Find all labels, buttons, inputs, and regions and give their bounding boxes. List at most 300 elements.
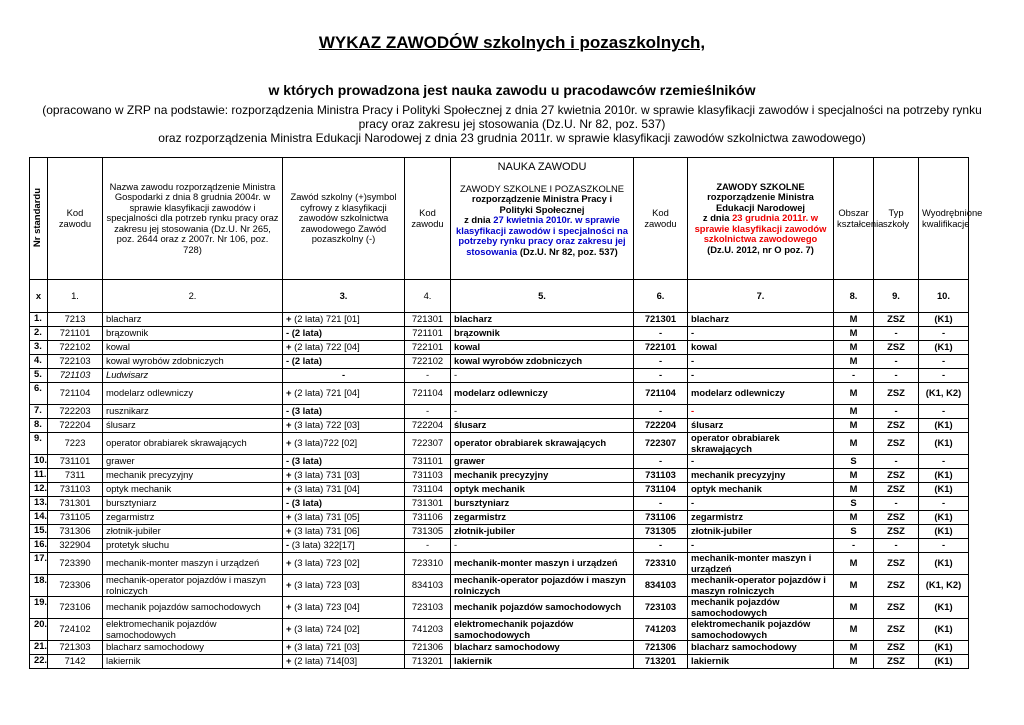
row-zawod-szkolny-men: mechanik-monter maszyn i urządzeń (688, 553, 834, 575)
row-zawod-szkolny (283, 575, 405, 597)
row-zawod-szkolny-pozaszkolny: grawer (451, 455, 634, 469)
row-nazwa-zawodu: optyk mechanik (103, 483, 283, 497)
row-obszar: M (834, 641, 874, 655)
row-typ-szkoly: - (874, 539, 919, 553)
row-obszar: M (834, 419, 874, 433)
header-nr-standardu-text: Nr standardu (32, 187, 44, 247)
row-zawod-szkolny (283, 553, 405, 575)
row-zawod-okres: (3 lata) 721 [03] (291, 641, 360, 653)
row-kod-zawodu-3: 741203 (634, 619, 688, 641)
row-typ-szkoly: - (874, 369, 919, 383)
row-kod-zawodu-2: 713201 (405, 655, 451, 669)
row-zawod-szkolny (283, 469, 405, 483)
row-zawod-symbol: - (286, 497, 290, 509)
row-zawod-okres: (3 lata) (289, 405, 322, 417)
row-zawod-szkolny-men: optyk mechanik (688, 483, 834, 497)
row-typ-szkoly: - (874, 405, 919, 419)
row-kod-zawodu-2: - (405, 405, 451, 419)
row-kwalifikacje: (K1) (919, 597, 969, 619)
row-zawod-symbol: + (286, 623, 292, 635)
row-typ-szkoly: - (874, 497, 919, 511)
row-kod-zawodu-3: 834103 (634, 575, 688, 597)
header-zawod-szkolny: Zawód szkolny (+)symbol cyfrowy z klasyfikacji zawodów szkolnictwa zawodowego Zawód pozaszkolny (-) (283, 158, 405, 280)
row-zawod-szkolny-pozaszkolny: kowal wyrobów zdobniczych (451, 355, 634, 369)
row-zawod-okres: (2 lata) (289, 355, 322, 367)
table-row (30, 469, 969, 483)
row-kod-zawodu-2: 722204 (405, 419, 451, 433)
row-zawod-szkolny (283, 641, 405, 655)
row-kod-zawodu-2: 741203 (405, 619, 451, 641)
col-num-6: 6. (634, 280, 688, 313)
intro-line-1: (opracowano w ZRP na podstawie: rozporządzenia Ministra Pracy i Polityki Społecznej z dnia 27 kwietnia 2010r. w sprawie klasyfikacji zawodów i specjalności na potrzeby rynku pracy oraz zakresu jej stosowania (Dz.U. Nr 82, poz. 537) (42, 103, 982, 131)
row-kwalifikacje: (K1) (919, 341, 969, 355)
row-zawod-okres: (3 lata) 731 [05] (291, 511, 360, 523)
row-zawod-szkolny (283, 525, 405, 539)
row-zawod-szkolny-pozaszkolny: - (451, 539, 634, 553)
row-kod-zawodu: 721104 (48, 383, 103, 405)
row-nr: 22. (30, 655, 48, 669)
row-zawod-symbol: + (286, 579, 292, 591)
row-kod-zawodu-2: 723103 (405, 597, 451, 619)
table-row (30, 539, 969, 553)
row-obszar: - (834, 539, 874, 553)
row-zawod-symbol: - (286, 355, 290, 367)
row-nazwa-zawodu: mechanik-monter maszyn i urządzeń (103, 553, 283, 575)
header-zsk-line-c: 23 grudnia 2011r. w sprawie klasyfikacji zawodów szkolnictwa zawodowego (694, 212, 827, 245)
row-zawod-szkolny-pozaszkolny: modelarz odlewniczy (451, 383, 634, 405)
table-row (30, 355, 969, 369)
row-typ-szkoly: ZSZ (874, 419, 919, 433)
row-obszar: M (834, 313, 874, 327)
row-kod-zawodu-2: 722101 (405, 341, 451, 355)
row-zawod-szkolny-men: mechanik pojazdów samochodowych (688, 597, 834, 619)
row-obszar: M (834, 655, 874, 669)
row-nazwa-zawodu: protetyk słuchu (103, 539, 283, 553)
row-zawod-szkolny (283, 419, 405, 433)
row-nr: 5. (30, 369, 48, 383)
row-zawod-szkolny-pozaszkolny: mechanik precyzyjny (451, 469, 634, 483)
row-nr: 16. (30, 539, 48, 553)
row-nazwa-zawodu: kowal (103, 341, 283, 355)
row-zawod-szkolny-pozaszkolny: elektromechanik pojazdów samochodowych (451, 619, 634, 641)
row-kwalifikacje: (K1, K2) (919, 383, 969, 405)
row-zawod-symbol: + (286, 419, 292, 431)
row-kod-zawodu: 723106 (48, 597, 103, 619)
row-zawod-szkolny-pozaszkolny: blacharz samochodowy (451, 641, 634, 655)
row-zawod-okres: (3 lata) (289, 497, 322, 509)
row-zawod-szkolny (283, 355, 405, 369)
row-typ-szkoly: ZSZ (874, 525, 919, 539)
col-num-4: 4. (405, 280, 451, 313)
row-typ-szkoly: ZSZ (874, 575, 919, 597)
document-subtitle: w których prowadzona jest nauka zawodu u pracodawców rzemieślników (268, 82, 756, 98)
row-kod-zawodu: 7311 (48, 469, 103, 483)
row-kod-zawodu: 731306 (48, 525, 103, 539)
table-row (30, 575, 969, 597)
row-zawod-szkolny-men: zegarmistrz (688, 511, 834, 525)
table-row (30, 455, 969, 469)
row-zawod-symbol: + (286, 525, 292, 537)
header-kod-zawodu: Kod zawodu (48, 158, 103, 280)
row-zawod-szkolny (283, 497, 405, 511)
row-zawod-symbol: - (286, 327, 290, 339)
row-zawod-szkolny-pozaszkolny: mechanik-monter maszyn i urządzeń (451, 553, 634, 575)
row-zawod-symbol: + (286, 655, 292, 667)
row-kwalifikacje: (K1, K2) (919, 575, 969, 597)
row-zawod-szkolny-men: - (688, 539, 834, 553)
row-kwalifikacje: - (919, 405, 969, 419)
row-kwalifikacje: (K1) (919, 419, 969, 433)
row-nr: 3. (30, 341, 48, 355)
row-kod-zawodu-2: 731106 (405, 511, 451, 525)
row-typ-szkoly: ZSZ (874, 511, 919, 525)
row-typ-szkoly: - (874, 327, 919, 341)
row-kwalifikacje: (K1) (919, 313, 969, 327)
row-zawod-szkolny-men: - (688, 455, 834, 469)
row-obszar: - (834, 369, 874, 383)
row-zawod-okres: (3 lata) 724 [02] (291, 623, 360, 635)
table-row (30, 553, 969, 575)
row-zawod-symbol: + (286, 557, 292, 569)
row-zawod-szkolny-pozaszkolny: operator obrabiarek skrawających (451, 433, 634, 455)
row-kod-zawodu: 721101 (48, 327, 103, 341)
row-nazwa-zawodu: Ludwisarz (103, 369, 283, 383)
row-zawod-symbol: + (286, 341, 292, 353)
header-zs-line-c (454, 215, 630, 257)
row-kod-zawodu: 724102 (48, 619, 103, 641)
row-zawod-szkolny-men: elektromechanik pojazdów samochodowych (688, 619, 834, 641)
row-kod-zawodu-2: 722102 (405, 355, 451, 369)
row-kod-zawodu-3: 723103 (634, 597, 688, 619)
row-zawod-szkolny-men: - (688, 369, 834, 383)
row-zawod-szkolny (283, 327, 405, 341)
table-body (30, 158, 983, 669)
row-kod-zawodu-3: 722101 (634, 341, 688, 355)
table-row (30, 511, 969, 525)
header-zsk-line-a: ZAWODY SZKOLNE rozporządzenie Ministra Edukacji Narodowej (707, 180, 814, 213)
row-obszar: M (834, 405, 874, 419)
row-obszar: M (834, 553, 874, 575)
occupations-table (29, 157, 983, 669)
row-zawod-okres: (3 lata) 723 [04] (291, 601, 360, 613)
row-kod-zawodu: 731301 (48, 497, 103, 511)
col-num-9: 9. (874, 280, 919, 313)
row-nr: 12. (30, 483, 48, 497)
row-zawod-symbol: + (286, 601, 292, 613)
row-obszar: M (834, 383, 874, 405)
row-typ-szkoly: ZSZ (874, 483, 919, 497)
col-num-2: 2. (103, 280, 283, 313)
header-zs-line-a: ZAWODY SZKOLNE I POZASZKOLNE (459, 182, 625, 194)
row-nazwa-zawodu: operator obrabiarek skrawających (103, 433, 283, 455)
row-zawod-symbol: + (286, 511, 292, 523)
row-kod-zawodu: 723390 (48, 553, 103, 575)
row-nr: 9. (30, 433, 48, 455)
header-typ-szkoly: Typ szkoły (874, 158, 919, 280)
row-kwalifikacje: (K1) (919, 483, 969, 497)
row-obszar: M (834, 469, 874, 483)
header-obszar: Obszar kształcenia (834, 158, 874, 280)
row-zawod-okres: (3 lata) 731 [06] (291, 525, 360, 537)
row-nr: 19. (30, 597, 48, 619)
table-row (30, 497, 969, 511)
row-kod-zawodu-3: 721104 (634, 383, 688, 405)
row-zawod-szkolny-pozaszkolny: optyk mechanik (451, 483, 634, 497)
row-kod-zawodu: 7223 (48, 433, 103, 455)
row-zawod-szkolny-men: lakiernik (688, 655, 834, 669)
row-zawod-szkolny-men: mechanik-operator pojazdów i maszyn rolniczych (688, 575, 834, 597)
row-zawod-szkolny-men: modelarz odlewniczy (688, 383, 834, 405)
row-zawod-szkolny-men: blacharz samochodowy (688, 641, 834, 655)
row-zawod-symbol: - (286, 539, 290, 551)
row-kod-zawodu-2: 721306 (405, 641, 451, 655)
row-obszar: M (834, 341, 874, 355)
row-kod-zawodu-3: 722204 (634, 419, 688, 433)
row-kod-zawodu-2: 731305 (405, 525, 451, 539)
row-nazwa-zawodu: elektromechanik pojazdów samochodowych (103, 619, 283, 641)
table-row (30, 655, 969, 669)
row-obszar: M (834, 597, 874, 619)
row-kod-zawodu-3: 721301 (634, 313, 688, 327)
row-zawod-symbol: + (286, 313, 292, 325)
row-zawod-szkolny-men: kowal (688, 341, 834, 355)
row-typ-szkoly: ZSZ (874, 313, 919, 327)
row-kod-zawodu-3: - (634, 455, 688, 469)
row-zawod-szkolny (283, 383, 405, 405)
row-zawod-szkolny-pozaszkolny: mechanik-operator pojazdów i maszyn rolniczych (451, 575, 634, 597)
row-kwalifikacje: - (919, 539, 969, 553)
table-row (30, 369, 969, 383)
row-zawod-okres: (3 lata) 723 [03] (291, 579, 360, 591)
row-kod-zawodu: 722203 (48, 405, 103, 419)
row-zawod-szkolny-pozaszkolny: lakiernik (451, 655, 634, 669)
col-num-5: 5. (451, 280, 634, 313)
row-nazwa-zawodu: zegarmistrz (103, 511, 283, 525)
row-kod-zawodu-2: 722307 (405, 433, 451, 455)
row-kwalifikacje: (K1) (919, 655, 969, 669)
row-kwalifikacje: (K1) (919, 433, 969, 455)
row-kwalifikacje: (K1) (919, 619, 969, 641)
header-kod-zawodu-3: Kod zawodu (634, 158, 688, 280)
row-zawod-okres: (3 lata) 731 [04] (291, 483, 360, 495)
row-zawod-okres: (3 lata) 723 [02] (291, 557, 360, 569)
row-zawod-symbol: + (286, 469, 292, 481)
col-num-7: 7. (688, 280, 834, 313)
table-row (30, 419, 969, 433)
row-nr: 20. (30, 619, 48, 641)
row-typ-szkoly: - (874, 355, 919, 369)
table-row (30, 483, 969, 497)
row-zawod-okres: (3 lata) 722 [03] (291, 419, 360, 431)
row-kod-zawodu-3: 721306 (634, 641, 688, 655)
header-nauka-zawodu (451, 158, 634, 280)
header-zs-line-c-text: z dnia (464, 214, 491, 225)
row-kod-zawodu-2: 731301 (405, 497, 451, 511)
row-zawod-okres: (2 lata) 721 [01] (291, 313, 360, 325)
table-row (30, 641, 969, 655)
row-zawod-szkolny (283, 539, 405, 553)
row-zawod-szkolny-pozaszkolny: złotnik-jubiler (451, 525, 634, 539)
column-number-row (30, 280, 969, 313)
row-nazwa-zawodu: grawer (103, 455, 283, 469)
row-kwalifikacje: - (919, 355, 969, 369)
row-kod-zawodu: 721103 (48, 369, 103, 383)
table-row (30, 433, 969, 455)
row-nazwa-zawodu: mechanik-operator pojazdów i maszyn rolniczych (103, 575, 283, 597)
col-num-1: 1. (48, 280, 103, 313)
header-kod-zawodu-2: Kod zawodu (405, 158, 451, 280)
row-obszar: M (834, 355, 874, 369)
header-zsk-line-d: (Dz.U. 2012, nr O poz. 7) (707, 243, 814, 255)
header-zsk-line-b-text: z dnia (702, 212, 730, 224)
row-zawod-szkolny-men: złotnik-jubiler (688, 525, 834, 539)
row-kod-zawodu-2: 723310 (405, 553, 451, 575)
row-nr: 4. (30, 355, 48, 369)
row-nr: 11. (30, 469, 48, 483)
header-row (30, 158, 969, 280)
row-kod-zawodu-3: 713201 (634, 655, 688, 669)
table-row (30, 597, 969, 619)
row-zawod-szkolny (283, 619, 405, 641)
row-kod-zawodu-2: 834103 (405, 575, 451, 597)
col-num-3: 3. (283, 280, 405, 313)
row-zawod-szkolny (283, 433, 405, 455)
row-zawod-szkolny-men: - (688, 497, 834, 511)
row-zawod-szkolny-men: - (688, 405, 834, 419)
row-kwalifikacje: - (919, 497, 969, 511)
row-nr: 15. (30, 525, 48, 539)
row-typ-szkoly: ZSZ (874, 469, 919, 483)
row-kod-zawodu-3: - (634, 369, 688, 383)
row-nazwa-zawodu: modelarz odlewniczy (103, 383, 283, 405)
row-kod-zawodu-2: 731103 (405, 469, 451, 483)
row-typ-szkoly: - (874, 455, 919, 469)
row-kod-zawodu: 731105 (48, 511, 103, 525)
row-kod-zawodu-3: - (634, 405, 688, 419)
row-zawod-szkolny-pozaszkolny: brązownik (451, 327, 634, 341)
row-kod-zawodu-2: - (405, 539, 451, 553)
table-row (30, 405, 969, 419)
row-kod-zawodu-3: 731305 (634, 525, 688, 539)
row-nazwa-zawodu: rusznikarz (103, 405, 283, 419)
row-zawod-szkolny (283, 369, 405, 383)
row-nazwa-zawodu: lakiernik (103, 655, 283, 669)
row-kwalifikacje: (K1) (919, 511, 969, 525)
row-kod-zawodu-3: 731106 (634, 511, 688, 525)
row-zawod-szkolny (283, 655, 405, 669)
row-nazwa-zawodu: mechanik precyzyjny (103, 469, 283, 483)
row-kod-zawodu: 721303 (48, 641, 103, 655)
row-zawod-szkolny-pozaszkolny: zegarmistrz (451, 511, 634, 525)
row-typ-szkoly: ZSZ (874, 341, 919, 355)
row-nazwa-zawodu: mechanik pojazdów samochodowych (103, 597, 283, 619)
row-obszar: S (834, 497, 874, 511)
row-obszar: M (834, 511, 874, 525)
row-kod-zawodu-3: 723310 (634, 553, 688, 575)
row-zawod-szkolny-men: operator obrabiarek skrawających (688, 433, 834, 455)
row-kod-zawodu-3: - (634, 539, 688, 553)
row-nazwa-zawodu: blacharz samochodowy (103, 641, 283, 655)
row-kod-zawodu-3: - (634, 327, 688, 341)
row-nr: 14. (30, 511, 48, 525)
row-zawod-szkolny (283, 313, 405, 327)
row-kod-zawodu-2: 721301 (405, 313, 451, 327)
row-nr: 8. (30, 419, 48, 433)
row-kod-zawodu: 731103 (48, 483, 103, 497)
table-row (30, 341, 969, 355)
row-kwalifikacje: (K1) (919, 641, 969, 655)
table-row (30, 313, 969, 327)
row-zawod-symbol: - (341, 369, 346, 381)
row-nr: 17. (30, 553, 48, 575)
row-kod-zawodu: 722103 (48, 355, 103, 369)
row-zawod-szkolny-pozaszkolny: blacharz (451, 313, 634, 327)
row-kod-zawodu: 7142 (48, 655, 103, 669)
row-kwalifikacje: (K1) (919, 469, 969, 483)
header-wyodrebnione: Wyodrębnione kwalifikacje (919, 158, 969, 280)
row-typ-szkoly: ZSZ (874, 619, 919, 641)
col-num-x: x (30, 280, 48, 313)
row-zawod-symbol: + (286, 437, 292, 449)
row-nazwa-zawodu: złotnik-jubiler (103, 525, 283, 539)
row-nr: 21. (30, 641, 48, 655)
header-zs-line-e: (Dz.U. Nr 82, poz. 537) (519, 245, 618, 257)
row-typ-szkoly: ZSZ (874, 433, 919, 455)
row-kod-zawodu-3: 722307 (634, 433, 688, 455)
row-nr: 13. (30, 497, 48, 511)
row-kod-zawodu-2: 731104 (405, 483, 451, 497)
row-obszar: M (834, 433, 874, 455)
row-nr: 18. (30, 575, 48, 597)
row-kod-zawodu-3: 731104 (634, 483, 688, 497)
row-kod-zawodu-2: 721101 (405, 327, 451, 341)
header-zawody-szkolne (688, 158, 834, 280)
row-kod-zawodu-2: 721104 (405, 383, 451, 405)
row-obszar: M (834, 483, 874, 497)
document-title: WYKAZ ZAWODÓW szkolnych i pozaszkolnych, (318, 33, 706, 52)
row-nazwa-zawodu: brązownik (103, 327, 283, 341)
row-zawod-okres: (2 lata) (289, 327, 322, 339)
row-zawod-szkolny-men: ślusarz (688, 419, 834, 433)
row-nazwa-zawodu: blacharz (103, 313, 283, 327)
row-zawod-szkolny-pozaszkolny: mechanik pojazdów samochodowych (451, 597, 634, 619)
row-typ-szkoly: ZSZ (874, 641, 919, 655)
row-nr: 10. (30, 455, 48, 469)
row-zawod-szkolny (283, 455, 405, 469)
table-row (30, 619, 969, 641)
row-kwalifikacje: (K1) (919, 553, 969, 575)
header-nr-standardu (30, 158, 48, 280)
row-nazwa-zawodu: ślusarz (103, 419, 283, 433)
row-zawod-okres: (3 lata) 731 [03] (291, 469, 360, 481)
row-kod-zawodu-3: 731103 (634, 469, 688, 483)
row-zawod-symbol: - (286, 405, 290, 417)
col-num-10: 10. (919, 280, 969, 313)
header-nazwa-zawodu: Nazwa zawodu rozporządzenie Ministra Gospodarki z dnia 8 grudnia 2004r. w sprawie klasyfikacji zawodów i specjalności dla potrzeb rynku pracy oraz zakresu jej stosowania (Dz.U. Nr 265, poz. 2644 oraz z 2007r. Nr 106, poz. 728) (103, 158, 283, 280)
intro-line-2: oraz rozporządzenia Ministra Edukacji Narodowej z dnia 23 grudnia 2011r. w sprawie klasyfikacji zawodów szkolnictwa zawodowego) (158, 131, 866, 145)
row-zawod-szkolny (283, 597, 405, 619)
row-zawod-szkolny (283, 511, 405, 525)
row-zawod-szkolny-pozaszkolny: bursztyniarz (451, 497, 634, 511)
table-row (30, 525, 969, 539)
row-obszar: M (834, 619, 874, 641)
row-zawod-okres: (3 lata) (289, 455, 322, 467)
row-zawod-szkolny-men: blacharz (688, 313, 834, 327)
row-zawod-szkolny-pozaszkolny: - (451, 405, 634, 419)
row-obszar: S (834, 455, 874, 469)
row-kwalifikacje: (K1) (919, 525, 969, 539)
row-obszar: M (834, 575, 874, 597)
